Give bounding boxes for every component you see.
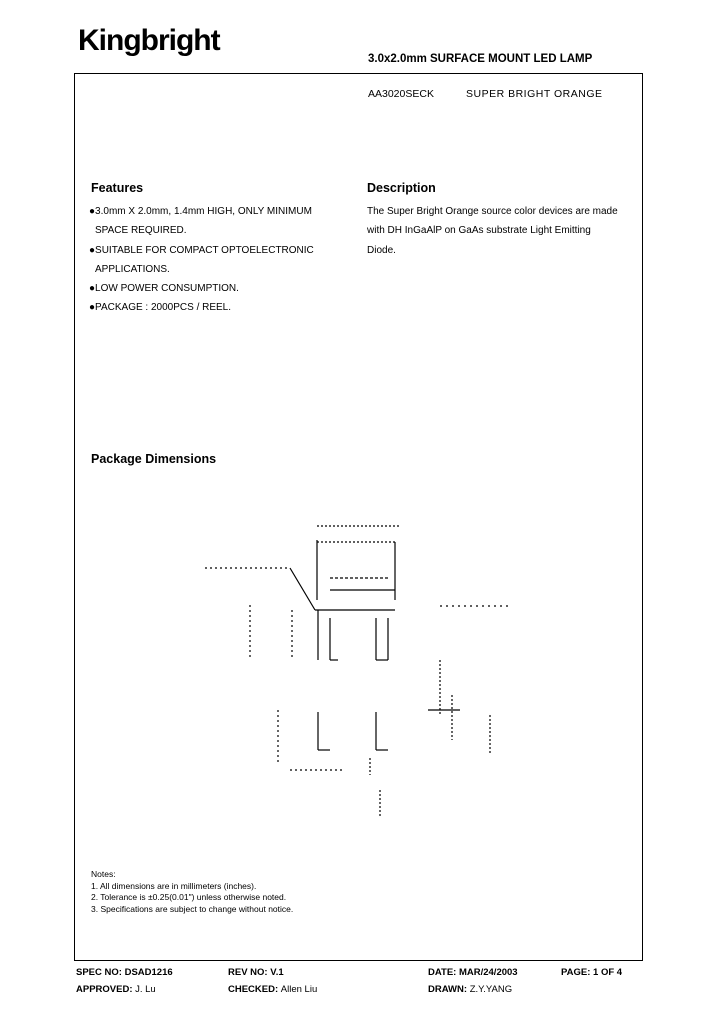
approved-label: APPROVED: [76,984,133,995]
spec-no [76,967,173,978]
feature-item [89,202,339,241]
spec-no-label: SPEC NO: [76,967,122,978]
page-number [561,967,622,978]
note-line: 1. All dimensions are in millimeters (inches). [91,880,257,891]
approved-value: J. Lu [135,984,156,995]
features-heading: Features [91,181,144,195]
feature-item [89,298,339,317]
rev-no-value: V.1 [270,967,284,978]
rev-no [228,967,284,978]
checked-by [228,984,317,995]
part-number: AA3020SECK [368,88,434,100]
spec-no-value: DSAD1216 [124,967,173,978]
description-heading: Description [367,181,436,195]
feature-item [89,279,339,298]
note-line: 3. Specifications are subject to change without notice. [91,903,294,914]
document-title: 3.0x2.0mm SURFACE MOUNT LED LAMP [368,53,593,65]
rev-no-label: REV NO: [228,967,268,978]
package-dimension-drawing [190,500,530,820]
feature-item [89,241,339,280]
checked-label: CHECKED: [228,984,279,995]
drawn-label: DRAWN: [428,984,468,995]
feature-line: ●3.0mm X 2.0mm, 1.4mm HIGH, ONLY MINIMUM [89,206,312,217]
notes-heading: Notes: [91,869,116,879]
date [428,967,518,978]
brand-logo: Kingbright [78,24,220,57]
feature-line: ●LOW POWER CONSUMPTION. [89,283,239,295]
date-value: MAR/24/2003 [458,967,518,978]
features-list [89,202,339,318]
feature-line: ●PACKAGE : 2000PCS / REEL. [89,302,232,314]
notes [91,869,293,915]
note-line: 2. Tolerance is ±0.25(0.01") unless otherwise noted. [91,892,287,902]
part-description: SUPER BRIGHT ORANGE [466,88,603,100]
date-label: DATE: [428,967,457,978]
description-text: The Super Bright Orange source color devices are made with DH InGaAlP on GaAs substrate Light Emitting Diode. [367,206,618,256]
package-dimensions-heading: Package Dimensions [91,452,217,466]
feature-line: ●SUITABLE FOR COMPACT OPTOELECTRONIC [89,244,314,256]
feature-line-continued: APPLICATIONS. [95,263,170,275]
approved-by [76,984,156,995]
drawn-value: Z.Y.YANG [469,984,513,995]
feature-line-continued: SPACE REQUIRED. [95,225,187,237]
page-value: 1 OF 4 [593,967,623,978]
drawn-by [428,984,512,995]
leader-line [290,568,315,610]
checked-value: Allen Liu [280,984,318,995]
page-label: PAGE: [561,967,591,978]
